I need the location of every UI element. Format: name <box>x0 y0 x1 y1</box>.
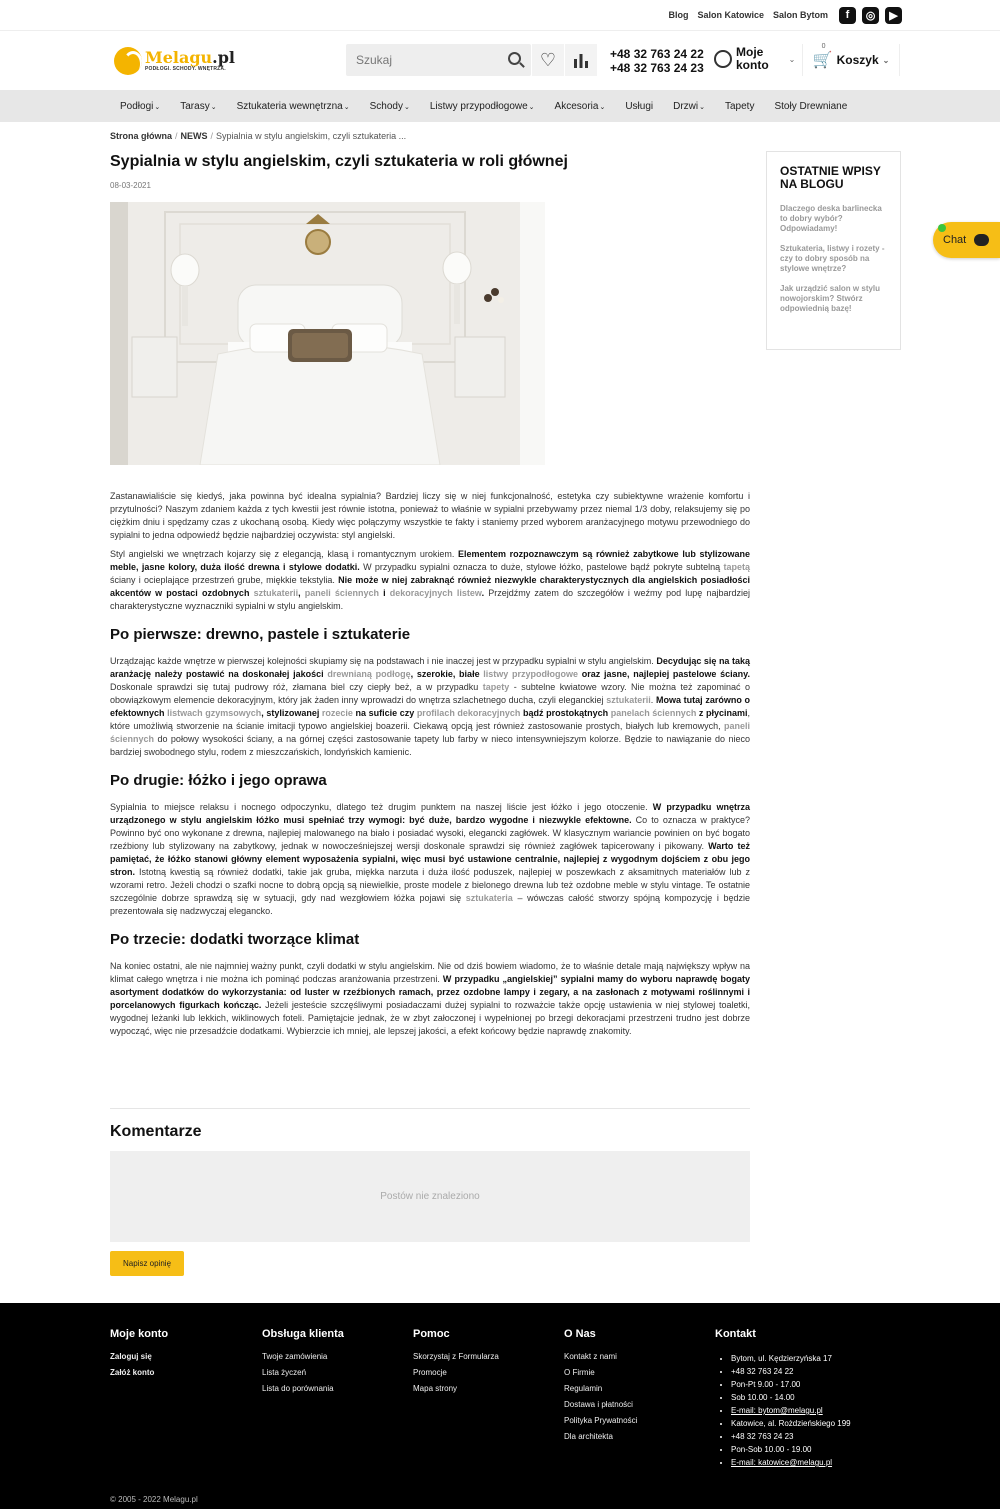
nav-item-uslugi[interactable]: Usługi <box>625 100 654 112</box>
inline-link[interactable]: drewnianą podłogę <box>327 669 411 679</box>
footer-col-contact <box>715 1328 851 1469</box>
footer-link[interactable]: O Firmie <box>564 1368 595 1377</box>
write-review-button[interactable]: Napisz opinię <box>110 1251 184 1276</box>
inline-link[interactable]: tapety <box>482 682 510 692</box>
footer-link[interactable]: Dostawa i płatności <box>564 1400 633 1409</box>
sidebar-recent-posts <box>766 151 901 350</box>
phone-2[interactable]: +48 32 763 24 23 <box>610 61 704 75</box>
nav-item-tarasy[interactable]: Tarasy⌄ <box>180 100 217 112</box>
nav-item-sztukateria[interactable]: Sztukateria wewnętrzna⌄ <box>236 100 350 112</box>
cart-icon: 🛒 0 <box>812 43 833 69</box>
paragraph-section-2 <box>110 801 750 918</box>
emphasis-text: , <box>298 588 305 598</box>
body-text: Na koniec ostatni, ale nie najmniej ważny punkt, czyli dodatki w stylu angielskim. Nie od dziś bowiem wiadomo, że to właśnie detale mają największy wpływ na klimat całego wnętrza i nie można ich pominąć podczas aranżowania przestrzeni. <box>110 961 750 984</box>
nav-item-drzwi[interactable]: Drzwi⌄ <box>673 100 705 112</box>
section-heading-2: Po drugie: łóżko i jego oprawa <box>110 772 327 789</box>
inline-link[interactable]: sztukaterii <box>606 695 651 705</box>
footer-heading: Obsługa klienta <box>262 1328 344 1340</box>
contact-item: • Bytom, ul. Kędzierzyńska 17 <box>731 1352 851 1365</box>
emphasis-text: na suficie czy <box>352 708 417 718</box>
emphasis-text: , szerokie, białe <box>410 669 484 679</box>
contact-item: • Sob 10.00 - 14.00 <box>731 1391 851 1404</box>
footer-link[interactable]: Regulamin <box>564 1384 603 1393</box>
contact-email-link[interactable]: • E-mail: bytom@melagu.pl <box>731 1404 851 1417</box>
nav-item-stoly[interactable]: Stoły Drewniane <box>774 100 848 112</box>
emphasis-text: oraz jasne, najlepiej pastelowe ściany. <box>578 669 751 679</box>
contact-item: • +48 32 763 24 23 <box>731 1430 851 1443</box>
breadcrumb-news[interactable]: NEWS <box>180 131 208 141</box>
body-text: Jeżeli jesteście szczęśliwymi posiadaczami dużej sypialni to rozważcie także opcję ustawienia w niej stylowej toaletki, wygodnej leżanki lub lekkich, wiklinowych foteli. Pamiętajcie jednak, że w zbyt załoczonej i wypełnionej po brzegi dekoracjami przestrzeni trudno jest dobrze wypocząć, więc nie przesadźcie dodatkami. Wybierzcie ich mniej, ale lepszej jakości, a efekt końcowy będzie naprawdę znakomity. <box>110 1000 751 1036</box>
body-text: Co to oznacza w praktyce? Powinno być ono wykonane z drewna, najlepiej malowanego na biało i posiadać wysoki, elegancki zagłówek. W klasycznym wariancie powinien on być bogato rzeźbiony lub stylizowany na zabytkowy, jednak w nowocześniejszej wersji doskonale sprawdzi się również zagłówek tapicerowany i pikowany. <box>110 815 750 851</box>
contact-email-link[interactable]: • E-mail: katowice@melagu.pl <box>731 1456 851 1469</box>
paragraph-intro: Zastanawialiście się kiedyś, jaka powinna być idealna sypialnia? Bardziej liczy się w niej funkcjonalność, estetyka czy subiektywne wrażenie komfortu i przytulności? Naszym zdaniem każda z tych kwestii jest równie istotna, ponieważ to właśnie w sypialni przebywamy przez niemal 1/3 doby, relaksujemy się po ciężkim dniu i spędzamy czas z ukochaną osobą. Kiedy więc połączymy wszystkie te fakty i staniemy przed wyborem aranżacyjnego motywu przewodniego do sypialni to jedna odpowiedź będzie najbardziej oczywista: styl angielski. <box>110 491 750 540</box>
nav-item-akcesoria[interactable]: Akcesoria⌄ <box>554 100 606 112</box>
comments-section <box>110 1108 750 1242</box>
article <box>110 150 750 1044</box>
body-text: Istotną kwestią są również dodatki, takie jak gruba, miękka narzuta i duża ilość poduszek, najlepiej w poszewkach z aksamitnych materiałów lub z wzorami retro. Jeżeli chodzi o szafki nocne to dobrą opcją są niewielkie, proste modele z bielonego drewna lub też ozdobne meble w stylu vintage. Te ostatnie szczególnie dobrze sprawdzą się w sytuacji, gdy nad wezgłowiem łóżka pojawi się <box>110 867 750 903</box>
account-menu[interactable] <box>714 46 795 72</box>
body-text: Sypialnia to miejsce relaksu i nocnego odpoczynku, dlatego też drugim punktem na naszej liście jest łóżko i jego otoczenie. <box>110 802 653 812</box>
search-box <box>346 44 531 76</box>
copyright: © 2005 - 2022 Melagu.pl <box>110 1495 198 1504</box>
emphasis-text: W przypadku „angielskiej” sypialni mamy do wyboru naprawdę bogaty asortyment dodatków do wykorzystania: od luster w rzeźbionych ramach, przez ozdobne lampy i zegary, a na zasłonach z motywami roślinnymi i porcelanowych figurkach kończąc. <box>110 974 750 1010</box>
paragraph-section-1 <box>110 655 750 759</box>
inline-link[interactable]: paneli ściennych <box>304 588 379 598</box>
cart-button[interactable] <box>802 44 900 76</box>
footer-link-register[interactable]: Załóż konto <box>110 1368 155 1377</box>
footer-link[interactable]: Skorzystaj z Formularza <box>413 1352 499 1361</box>
emphasis-text: Nie może w niej zabraknąć również niezwykle charakterystycznych dla angielskich posiadłości akcentów w postaci ozdobnych <box>110 575 750 598</box>
wishlist-button[interactable] <box>532 44 564 76</box>
body-text: – wówczas całość stworzy spójną kompozycję i będzie prezentowała się nadzwyczaj elegancko. <box>110 893 750 916</box>
youtube-icon[interactable]: ▶ <box>885 7 902 24</box>
body-text: W przypadku sypialni oznacza to duże, stylowe łóżko, pastelowe bądź pokryte subtelną <box>359 562 724 572</box>
breadcrumb-home[interactable]: Strona główna <box>110 131 173 141</box>
body-text: , które umożliwią stworzenie na ścianie imitacji typowo angielskiej boazerii. Ciekawą opcją jest również zastosowanie prostych, białych lub kremowych, <box>110 708 751 731</box>
inline-link[interactable]: rozecie <box>321 708 353 718</box>
emphasis-text: . <box>481 588 485 598</box>
contact-item: • Pon-Sob 10.00 - 19.00 <box>731 1443 851 1456</box>
salon-bytom-link[interactable]: Salon Bytom <box>772 10 828 20</box>
inline-link[interactable]: listwy przypodłogowe <box>483 669 579 679</box>
phone-1[interactable]: +48 32 763 24 22 <box>610 47 704 61</box>
footer-col-about <box>564 1328 637 1448</box>
nav-item-podlogi[interactable]: Podłogi⌄ <box>120 100 161 112</box>
article-date: 08-03-2021 <box>110 181 151 190</box>
article-hero-image <box>110 202 545 465</box>
inline-link[interactable]: dekoracyjnych listew <box>389 588 482 598</box>
emphasis-text: Mowa tutaj zarówno o efektownych <box>110 695 751 718</box>
footer-link[interactable]: Dla architekta <box>564 1432 613 1441</box>
section-heading-1: Po pierwsze: drewno, pastele i sztukaterie <box>110 626 411 643</box>
emphasis-text: bądź prostokątnych <box>520 708 611 718</box>
chevron-down-icon: ⌄ <box>788 54 796 64</box>
footer-link[interactable]: Lista życzeń <box>262 1368 307 1377</box>
body-text: do połowy wysokości ściany, a na górnej części zastosowanie tapety lub farby w nieco intensywniejszym kolorze. Będzie to nawiązanie do nieco bardziej swobodnego stylu, rodem z mieszczańskich, londyńskich kamienic. <box>110 734 750 757</box>
recent-post-link[interactable]: Dlaczego deska barlinecka to dobry wybór? Odpowiadamy! <box>780 204 882 233</box>
nav-item-tapety[interactable]: Tapety <box>725 100 755 112</box>
top-bar <box>0 0 1000 30</box>
logo[interactable] <box>114 47 235 75</box>
inline-link[interactable]: paneli ściennych <box>110 721 750 744</box>
inline-link[interactable]: profilach dekoracyjnych <box>416 708 521 718</box>
body-text: Przejdźmy zatem do szczegółów i weźmy pod lupę najbardziej charakterystyczne wyznaczniki sypialni w stylu angielskim. <box>110 588 750 611</box>
recent-post-link[interactable]: Jak urządzić salon w stylu nowojorskim? Stwórz odpowiednią bazę! <box>780 284 881 313</box>
chat-label: Chat <box>943 234 967 246</box>
blog-link[interactable]: Blog <box>668 10 689 20</box>
sidebar-title: OSTATNIE WPISY NA BLOGU <box>780 164 881 191</box>
body-text: Styl angielski we wnętrzach kojarzy się z elegancją, klasą i romantycznym urokiem. <box>110 549 458 559</box>
footer-col-help <box>413 1328 499 1400</box>
footer-link[interactable]: Kontakt z nami <box>564 1352 617 1361</box>
logo-tagline: PODŁOGI. SCHODY. WNĘTRZA. <box>145 66 226 72</box>
article-title: Sypialnia w stylu angielskim, czyli sztukateria w roli głównej <box>110 153 568 170</box>
emphasis-text: i <box>378 588 390 598</box>
inline-link[interactable]: tapetą <box>723 562 750 572</box>
emphasis-text: Warto też pamiętać, że łóżko stanowi główny element wyposażenia sypialni, więc musi być ustawione centralnie, najlepiej z wygodnym dojściem z obu jego stron. <box>110 841 750 877</box>
recent-post-link[interactable]: Sztukateria, listwy i rozety - czy to dobry sposób na stylowe wnętrze? <box>780 244 885 273</box>
footer-heading: Pomoc <box>413 1328 450 1340</box>
footer-link[interactable]: Polityka Prywatności <box>564 1416 638 1425</box>
paragraph-style <box>110 548 750 613</box>
inline-link[interactable]: sztukateria <box>465 893 513 903</box>
emphasis-text: W przypadku wnętrza urządzonego w stylu angielskim łóżko musi spełniać trzy wymogi: być duże, bardzo wygodne i niezwykle efektowne. <box>110 802 750 825</box>
facebook-icon[interactable]: f <box>839 7 856 24</box>
user-icon <box>714 50 732 68</box>
phone-numbers <box>610 47 704 75</box>
bar-chart-icon <box>573 52 589 68</box>
breadcrumb-current: Sypialnia w stylu angielskim, czyli sztukateria ... <box>216 131 407 141</box>
footer <box>0 1303 1000 1509</box>
contact-item: • +48 32 763 24 22 <box>731 1365 851 1378</box>
section-heading-3: Po trzecie: dodatki tworzące klimat <box>110 931 360 948</box>
body-text: ściany i ocieplające przestrzeń grube, miękkie tekstylia. <box>110 575 339 585</box>
chevron-down-icon: ⌄ <box>882 55 890 65</box>
inline-link[interactable]: panelach ściennych <box>610 708 697 718</box>
emphasis-text: Elementem rozpoznawczym są również zabytkowe lub stylizowane meble, jasne kolory, duża ilość drewna i stylowe dodatki. <box>110 549 750 572</box>
cart-count: 0 <box>821 43 826 50</box>
body-text: Doskonale sprawdzi się tutaj pudrowy róż, złamana biel czy ciepły beż, a w przypadku <box>110 682 483 692</box>
inline-link[interactable]: sztukaterii <box>253 588 299 598</box>
footer-link[interactable]: Twoje zamówienia <box>262 1352 328 1361</box>
body-text: Urządzając każde wnętrze w pierwszej kolejności skupiamy się na podstawach i nie inaczej jest w przypadku sypialni w stylu angielskim. <box>110 656 657 666</box>
logo-mark-icon <box>114 47 142 75</box>
logo-name: Melagu.pl <box>145 48 235 67</box>
footer-link[interactable]: Promocje <box>413 1368 447 1377</box>
compare-button[interactable] <box>565 44 597 76</box>
header <box>0 30 1000 90</box>
footer-heading: Kontakt <box>715 1328 756 1340</box>
footer-link[interactable]: Mapa strony <box>413 1384 458 1393</box>
body-text: - subtelne kwiatowe wzory. Nie można też zapominać o obowiązkowym elemencie dekoracyjnym, który jak żaden inny wprowadzi do wnętrza szlachetnego ducha, czyli eleganckiej <box>110 682 750 705</box>
breadcrumb: Strona główna / NEWS / Sypialnia w stylu angielskim, czyli sztukateria ... <box>110 131 407 141</box>
emphasis-text: Decydując się na taką aranżację należy postawić na doskonałej jakości <box>110 656 750 679</box>
article-content <box>110 490 750 1038</box>
comments-empty: Postów nie znaleziono <box>110 1151 750 1242</box>
contact-item: • Katowice, al. Rożdzieńskiego 199 <box>731 1417 851 1430</box>
heart-icon: ♡ <box>539 49 557 70</box>
inline-link[interactable]: listwach gzymsowych <box>167 708 262 718</box>
footer-link-login[interactable]: Zaloguj się <box>110 1352 152 1361</box>
footer-heading: Moje konto <box>110 1328 169 1340</box>
footer-col-service <box>262 1328 344 1400</box>
body-text: . <box>650 695 656 705</box>
chat-widget[interactable] <box>933 222 1000 258</box>
account-label: Moje konto <box>736 45 769 72</box>
online-status-icon <box>938 224 946 232</box>
emphasis-text: z płycinami <box>696 708 748 718</box>
cart-label: Koszyk <box>836 53 879 67</box>
social-links <box>839 7 902 24</box>
search-input[interactable] <box>346 53 496 67</box>
footer-link[interactable]: Lista do porównania <box>262 1384 334 1393</box>
contact-item: • Pon-Pt 9.00 - 17.00 <box>731 1378 851 1391</box>
instagram-icon[interactable]: ◎ <box>862 7 879 24</box>
footer-heading: O Nas <box>564 1328 596 1340</box>
nav-item-listwy[interactable]: Listwy przypodłogowe⌄ <box>429 100 535 112</box>
salon-katowice-link[interactable]: Salon Katowice <box>697 10 764 20</box>
paragraph-section-3 <box>110 960 750 1038</box>
comments-title: Komentarze <box>110 1123 202 1140</box>
nav-item-schody[interactable]: Schody⌄ <box>369 100 410 112</box>
chat-bubble-icon <box>974 234 989 246</box>
emphasis-text: , stylizowanej <box>261 708 322 718</box>
footer-col-account <box>110 1328 168 1384</box>
search-icon[interactable] <box>508 52 521 65</box>
main-nav <box>0 90 1000 122</box>
